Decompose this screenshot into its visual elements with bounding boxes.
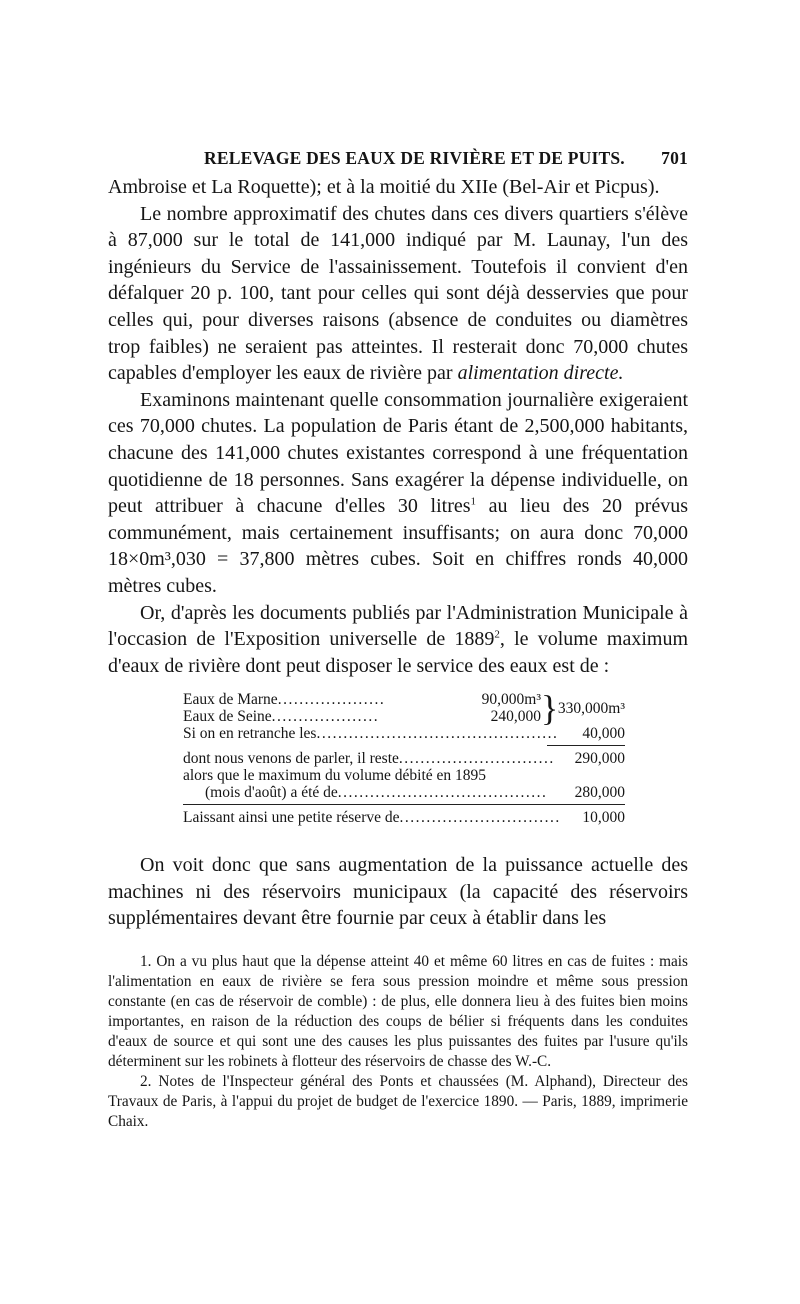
- paragraph-4-text-a: Or, d'après les documents publiés par l'Administration Municipale à l'occasion de l'Exposition universelle de 1889: [108, 601, 688, 651]
- footnote-ref-2: 2: [494, 628, 500, 641]
- paragraph-5: On voit donc que sans augmentation de la puissance actuelle des machines ni des réservoirs municipaux (la capacité des réservoirs supplémentaires devant être fournie par ceux à établir dans les: [108, 854, 688, 930]
- paragraph-3-text-b: au lieu des 20 prévus communément, mais certainement insuffisants; on aura donc 70,000 18×0m³,030 = 37,800 mètres cubes. Soit en chiffres ronds 40,000 mètres cubes.: [108, 495, 688, 597]
- paragraph-4-text-b: , le volume maximum d'eaux de rivière dont peut disposer le service des eaux est de :: [108, 628, 688, 677]
- paragraph-2: [108, 201, 688, 387]
- row-label: Laissant ainsi une petite réserve de: [183, 809, 400, 827]
- row-value: 240,000: [490, 708, 541, 726]
- footnote-ref-1: 1: [470, 495, 477, 508]
- table-row: (mois d'août) a été de....................................... 280,000: [205, 784, 625, 802]
- table-row: Laissant ainsi une petite réserve de.............................. 10,000: [183, 809, 625, 827]
- total-rule: [183, 804, 625, 805]
- water-volume-table: [183, 688, 625, 827]
- paragraph-3-text-a: Examinons maintenant quelle consommation journalière exigeraient ces 70,000 chutes. La population de Paris étant de 2,500,000 habitants, chacune des 141,000 chutes existantes correspond à une fréquentation quotidienne de 18 personnes. Sans exagérer la dépense individuelle, on peut attribuer à chacune d'elles 30 litres: [108, 388, 688, 518]
- paragraph-4: [108, 600, 688, 680]
- table-row: dont nous venons de parler, il reste............................. 290,000: [183, 750, 625, 768]
- running-header: [108, 148, 688, 174]
- table-row: Eaux de Seine.................... 240,000: [183, 708, 541, 726]
- footnote-1: 1. On a vu plus haut que la dépense atteint 40 et même 60 litres en cas de fuites : mais l'alimentation en eaux de rivière se fera sous pression moindre et même sous pression constante (en cas de réservoir de comble) : de plus, elle donnera lieu à des fuites bien moins importantes, en raison de la réduction des coups de bélier si fréquents dans les conduites d'eaux de source et qui sont une des causes les plus puissantes des fuites par l'usure qu'ils déterminent sur les robinets à flotteur des réservoirs de chasse des W.-C.: [108, 953, 688, 1071]
- table-row: [183, 767, 625, 784]
- sum-rule: [547, 745, 625, 746]
- brace-total: 330,000m³: [557, 699, 625, 717]
- row-label: alors que le maximum du volume débité en 1895: [183, 767, 487, 785]
- table-brace-group: [183, 688, 625, 729]
- page-number: 701: [661, 148, 688, 168]
- row-value: 10,000: [582, 809, 625, 827]
- paragraph-3: [108, 387, 688, 600]
- row-label: Eaux de Marne: [183, 691, 278, 709]
- brace-symbol: }: [541, 688, 559, 729]
- row-label: Si on en retranche les: [183, 725, 317, 743]
- row-value: 40,000: [582, 725, 625, 743]
- footnotes: [108, 952, 688, 1132]
- paragraph-2-italic: alimentation directe.: [457, 362, 624, 385]
- row-value: 290,000: [574, 750, 625, 768]
- paragraph-1: Ambroise et La Roquette); et à la moitié du XIIe (Bel-Air et Picpus).: [108, 176, 660, 198]
- paragraph-2-text: Le nombre approximatif des chutes dans ces divers quartiers s'élève à 87,000 sur le total de 141,000 indiqué par M. Launay, l'un des ingénieurs du Service de l'assainissement. Toutefois il convient d'en défalquer 20 p. 100, tant pour celles qui sont déjà desservies que pour celles qui, pour diverses raisons (absence de conduites ou diamètres trop faibles) ne seraient pas atteintes. Il resterait donc 70,000 chutes capables d'employer les eaux de rivière par: [108, 202, 688, 385]
- footnote-2: 2. Notes de l'Inspecteur général des Ponts et chaussées (M. Alphand), Directeur des Travaux de Paris, à l'appui du projet de budget de l'exercice 1890. — Paris, 1889, imprimerie Chaix.: [108, 1073, 688, 1131]
- body-text: [108, 174, 688, 679]
- row-label: (mois d'août) a été de: [205, 784, 338, 802]
- body-text-continued: [108, 852, 688, 932]
- row-label: Eaux de Seine: [183, 708, 272, 726]
- table-row: Si on en retranche les............................................. 40,000: [183, 725, 625, 743]
- row-label: dont nous venons de parler, il reste: [183, 750, 399, 768]
- row-value: 90,000m³: [481, 691, 541, 709]
- page-content: [108, 148, 688, 1132]
- header-title: RELEVAGE DES EAUX DE RIVIÈRE ET DE PUITS.: [204, 148, 625, 168]
- table-row: Eaux de Marne.................... 90,000m³: [183, 691, 541, 709]
- row-value: 280,000: [574, 784, 625, 802]
